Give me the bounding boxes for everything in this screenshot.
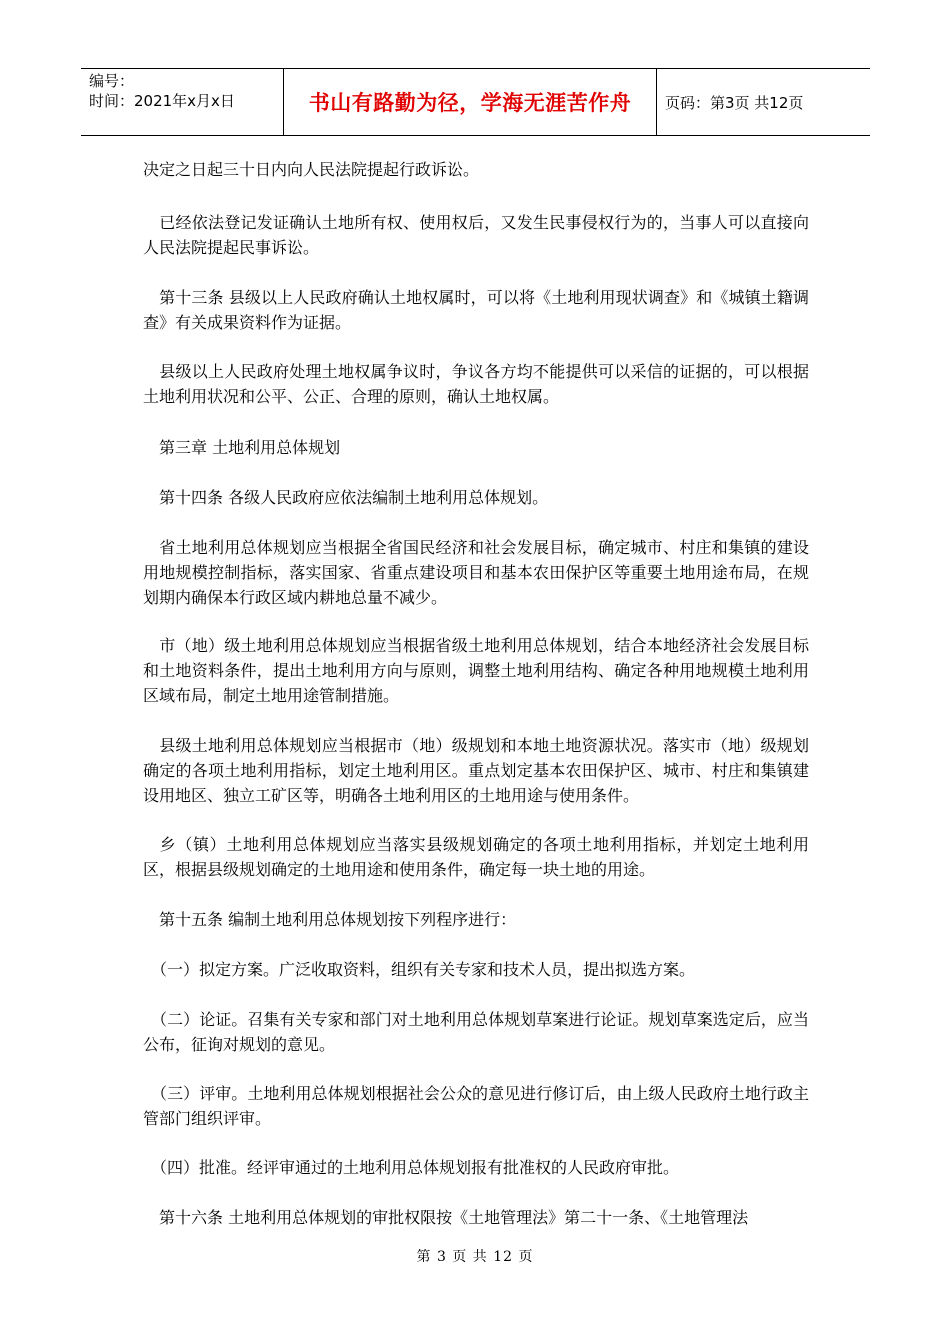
paragraph: （二）论证。召集有关专家和部门对土地利用总体规划草案进行论证。规划草案选定后，应当公布，征询对规划的意见。: [143, 1010, 809, 1054]
document-number-label: 编号：: [89, 72, 135, 90]
paragraph: 县级以上人民政府处理土地权属争议时，争议各方均不能提供可以采信的证据的，可以根据土地利用状况和公平、公正、合理的原则，确认土地权属。: [143, 362, 809, 406]
paragraph: 决定之日起三十日内向人民法院提起行政诉讼。: [143, 160, 480, 179]
header-motto-cell: [283, 69, 657, 135]
paragraph: （三）评审。土地利用总体规划根据社会公众的意见进行修订后，由上级人民政府土地行政主管部门组织评审。: [143, 1084, 809, 1128]
paragraph: （四）批准。经评审通过的土地利用总体规划报有批准权的人民政府审批。: [143, 1158, 680, 1177]
header-page-info: 页码：第3页 共12页: [665, 93, 804, 112]
header-motto: 书山有路勤为径，学海无涯苦作舟: [308, 91, 632, 115]
paragraph: 已经依法登记发证确认土地所有权、使用权后，又发生民事侵权行为的，当事人可以直接向人民法院提起民事诉讼。: [143, 213, 809, 257]
document-date: 时间：2021年x月x日: [89, 92, 235, 110]
header-meta: [81, 69, 283, 135]
paragraph: 第十五条 编制土地利用总体规划按下列程序进行：: [143, 910, 517, 929]
page-header: [81, 68, 870, 136]
paragraph: 第十四条 各级人民政府应依法编制土地利用总体规划。: [143, 488, 549, 507]
paragraph: （一）拟定方案。广泛收取资料，组织有关专家和技术人员，提出拟选方案。: [143, 960, 696, 979]
paragraph: 乡（镇）土地利用总体规划应当落实县级规划确定的各项土地利用指标，并划定土地利用区，根据县级规划确定的土地用途和使用条件，确定每一块土地的用途。: [143, 835, 809, 879]
chapter-heading: 第三章 土地利用总体规划: [143, 438, 341, 457]
paragraph: 省土地利用总体规划应当根据全省国民经济和社会发展目标，确定城市、村庄和集镇的建设用地规模控制指标，落实国家、省重点建设项目和基本农田保护区等重要土地用途布局，在规划期内确保本行政区域内耕地总量不减少。: [143, 538, 809, 607]
paragraph: 第十六条 土地利用总体规划的审批权限按《土地管理法》第二十一条、《土地管理法: [143, 1208, 749, 1227]
paragraph: 县级土地利用总体规划应当根据市（地）级规划和本地土地资源状况。落实市（地）级规划确定的各项土地利用指标，划定土地利用区。重点划定基本农田保护区、城市、村庄和集镇建设用地区、独立工矿区等，明确各土地利用区的土地用途与使用条件。: [143, 736, 809, 805]
page-footer: 第 3 页 共 12 页: [416, 1249, 534, 1265]
header-page-info-cell: [657, 69, 870, 135]
paragraph: 第十三条 县级以上人民政府确认土地权属时，可以将《土地利用现状调查》和《城镇土籍调查》有关成果资料作为证据。: [143, 288, 809, 332]
paragraph: 市（地）级土地利用总体规划应当根据省级土地利用总体规划，结合本地经济社会发展目标和土地资料条件，提出土地利用方向与原则，调整土地利用结构、确定各种用地规模土地利用区域布局，制定土地用途管制措施。: [143, 636, 809, 705]
